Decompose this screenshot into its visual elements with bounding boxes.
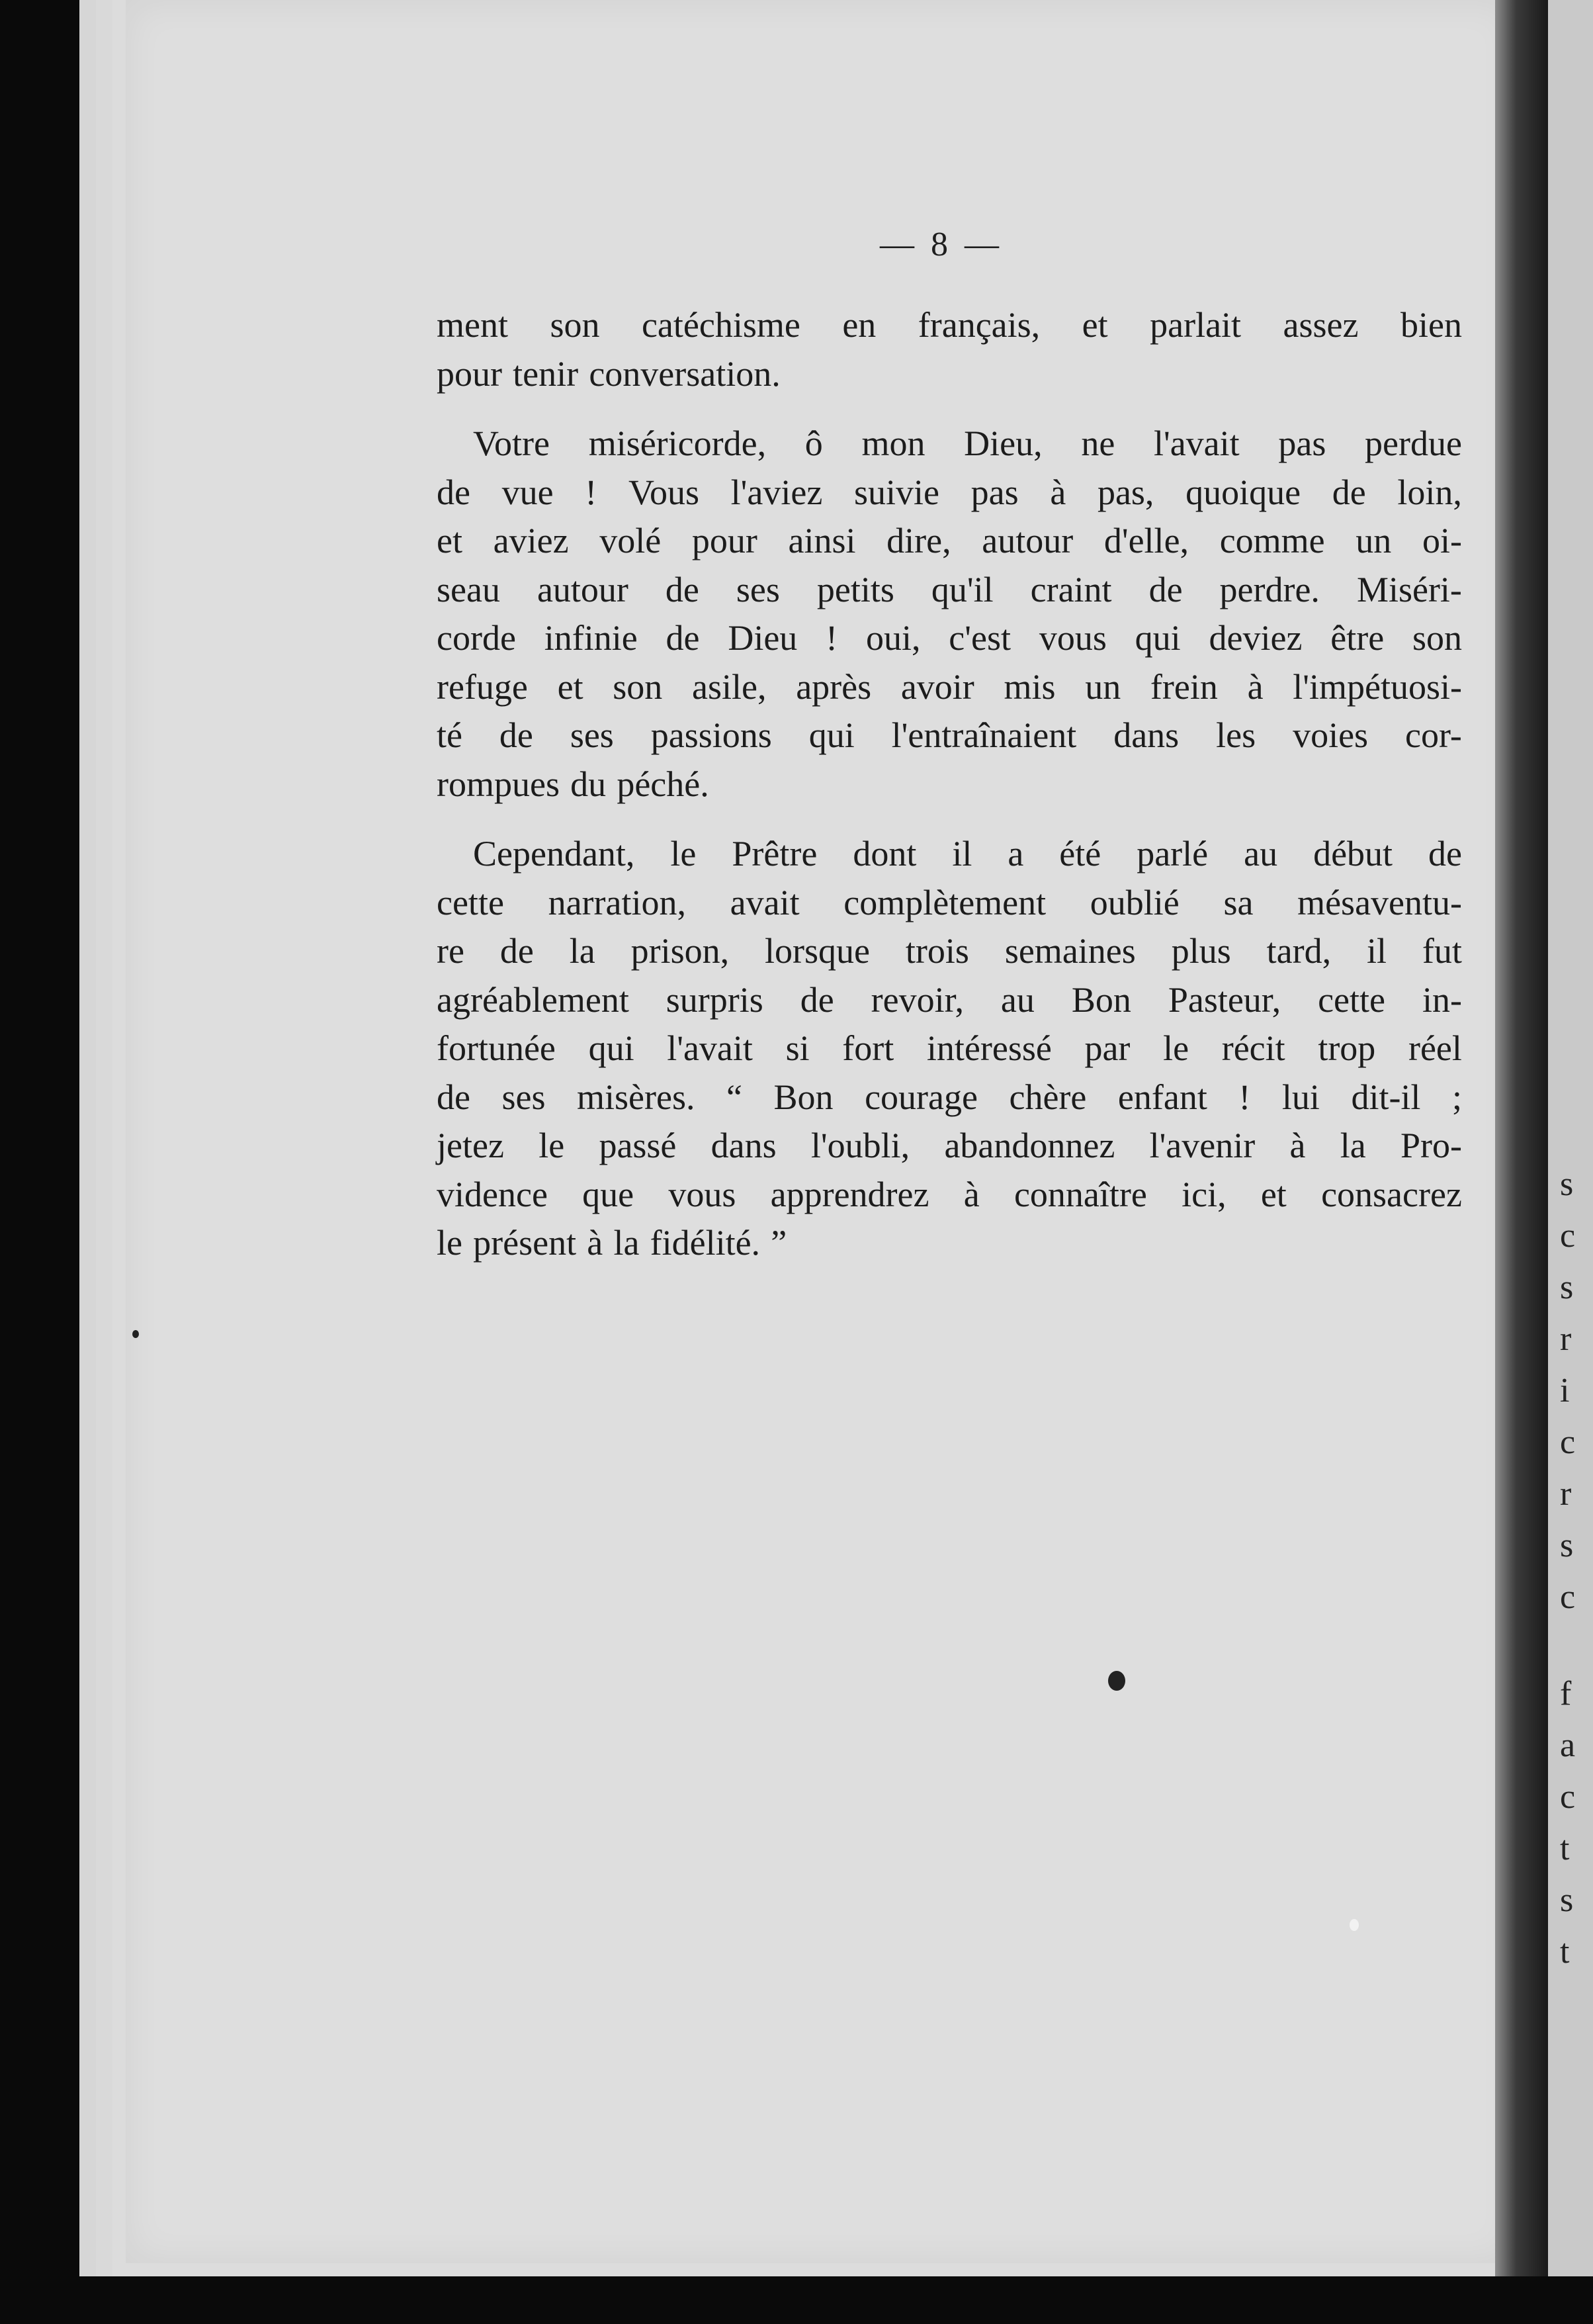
word: complètement	[843, 882, 1047, 922]
word: il	[1366, 931, 1387, 971]
word: chère	[1009, 1077, 1087, 1117]
word: suivie	[853, 472, 939, 512]
word: l'avait	[667, 1028, 753, 1068]
word: Cependant,	[473, 834, 635, 873]
word: agréablement	[437, 979, 629, 1020]
word: l'avenir	[1149, 1126, 1256, 1165]
word: rompues	[437, 764, 560, 804]
facing-page-letter: s	[1560, 1269, 1574, 1306]
facing-page-letter: c	[1560, 1778, 1576, 1816]
word: qui	[588, 1028, 634, 1068]
word: courage	[865, 1077, 978, 1117]
word: le	[670, 834, 697, 873]
word: ses	[570, 715, 614, 755]
ink-speck	[132, 1330, 139, 1338]
facing-page-letter: c	[1560, 1423, 1576, 1461]
word: la	[569, 931, 595, 971]
word: loin,	[1397, 472, 1462, 512]
word: ses	[736, 569, 780, 609]
word: a	[1008, 834, 1024, 873]
word: quoique	[1185, 472, 1301, 512]
word: narration,	[548, 882, 686, 922]
word: l'oubli,	[810, 1126, 910, 1165]
word: dont	[853, 834, 917, 873]
word: seau	[437, 569, 500, 609]
word: français,	[918, 305, 1041, 345]
word: réel	[1408, 1028, 1462, 1068]
text-line	[437, 1122, 1462, 1171]
paragraph	[437, 301, 1462, 398]
word: corde	[437, 618, 516, 658]
word: être	[1330, 618, 1385, 658]
word: de	[800, 979, 834, 1020]
word: l'aviez	[730, 472, 823, 512]
text-line	[437, 614, 1462, 663]
word: de	[1428, 834, 1462, 873]
paragraph	[437, 420, 1462, 809]
word: le	[437, 1223, 462, 1263]
word: Prêtre	[732, 834, 818, 873]
body-text	[437, 301, 1462, 1268]
word: il	[952, 834, 972, 873]
word: avait	[730, 882, 800, 922]
word: pas,	[1097, 472, 1154, 512]
facing-page-letter: c	[1560, 1578, 1576, 1616]
text-line	[437, 976, 1462, 1025]
word: les	[1216, 715, 1256, 755]
word: ainsi	[788, 521, 856, 560]
word: du	[570, 764, 607, 804]
word: “	[726, 1077, 742, 1117]
word: tard,	[1266, 931, 1332, 971]
word: surpris	[666, 979, 763, 1020]
word: fortunée	[437, 1028, 556, 1068]
word: autour	[982, 521, 1074, 560]
word: de	[666, 618, 700, 658]
word: au	[1244, 834, 1278, 873]
word: ses	[501, 1077, 546, 1117]
word: fort	[842, 1028, 894, 1068]
word: pour	[437, 353, 502, 394]
word: ;	[1451, 1077, 1462, 1117]
facing-page-letter: s	[1560, 1527, 1574, 1564]
word: pas	[1278, 424, 1326, 463]
word: son	[550, 305, 600, 345]
word: l'impétuosi-	[1293, 666, 1462, 707]
word: Bon	[773, 1077, 834, 1117]
facing-page-edge	[1548, 0, 1593, 2324]
word: enfant	[1117, 1077, 1207, 1117]
word: mésaventu-	[1297, 882, 1462, 922]
word: refuge	[437, 666, 528, 707]
facing-page-letter: t	[1560, 1830, 1570, 1867]
word: in-	[1422, 979, 1462, 1020]
word: ment	[437, 305, 508, 345]
word: son	[613, 666, 663, 707]
word: son	[1412, 618, 1462, 658]
word: sa	[1223, 882, 1254, 922]
text-line	[437, 879, 1462, 928]
word: de	[499, 931, 534, 971]
word: dans	[1113, 715, 1180, 755]
word: fut	[1422, 931, 1462, 971]
word: vidence	[437, 1174, 548, 1214]
word: à	[963, 1174, 980, 1214]
word: cette	[437, 882, 504, 922]
word: qui	[808, 715, 855, 755]
word: assez	[1283, 305, 1359, 345]
word: Bon	[1071, 979, 1131, 1020]
word: trop	[1318, 1028, 1376, 1068]
word: présent	[473, 1223, 577, 1263]
word: abandonnez	[944, 1126, 1115, 1165]
word: en	[842, 305, 877, 345]
word: vous	[668, 1174, 736, 1214]
word: fidélité.	[650, 1223, 761, 1263]
word: au	[1000, 979, 1035, 1020]
word: récit	[1221, 1028, 1285, 1068]
word: semaines	[1004, 931, 1136, 971]
word: petits	[816, 569, 894, 609]
word: la	[613, 1223, 640, 1263]
word: Dieu,	[964, 424, 1043, 463]
word: et	[437, 521, 462, 560]
word: avoir	[900, 666, 974, 707]
word: l'entraînaient	[891, 715, 1077, 755]
word: re	[437, 931, 464, 971]
word: de	[437, 472, 470, 512]
word: parlait	[1150, 305, 1242, 345]
word: début	[1313, 834, 1393, 873]
scan-bottom-border	[0, 2276, 1593, 2324]
word: Pro-	[1400, 1126, 1462, 1165]
word: !	[1238, 1077, 1251, 1117]
word: prison,	[630, 931, 730, 971]
facing-page-letter: c	[1560, 1217, 1576, 1255]
word: et	[557, 666, 583, 707]
word: conversation.	[589, 353, 781, 394]
word: été	[1059, 834, 1101, 873]
word: à	[1247, 666, 1264, 707]
word: trois	[905, 931, 969, 971]
word: Pasteur,	[1168, 979, 1281, 1020]
word: té	[437, 715, 462, 755]
word: passions	[650, 715, 772, 755]
facing-page-letter: t	[1560, 1933, 1570, 1971]
word: catéchisme	[641, 305, 800, 345]
word: Votre	[473, 424, 550, 463]
word: oi-	[1422, 521, 1462, 560]
text-line	[437, 350, 1462, 399]
word: d'elle,	[1103, 521, 1189, 560]
word: ”	[771, 1223, 787, 1263]
facing-page-letter: a	[1560, 1726, 1576, 1764]
word: frein	[1150, 666, 1218, 707]
word: apprendrez	[770, 1174, 929, 1214]
word: Miséri-	[1356, 569, 1462, 609]
word: de	[437, 1077, 470, 1117]
word: de	[1148, 569, 1183, 609]
text-line	[437, 1024, 1462, 1073]
word: péché.	[617, 764, 709, 804]
facing-page-letter: r	[1560, 1320, 1572, 1358]
text-line	[437, 1073, 1462, 1122]
word: plus	[1171, 931, 1231, 971]
word: miséricorde,	[588, 424, 767, 463]
word: dire,	[886, 521, 951, 560]
ink-speck	[1350, 1919, 1359, 1931]
word: asile,	[692, 666, 767, 707]
word: ne	[1081, 424, 1115, 463]
word: mon	[861, 424, 926, 463]
word: à	[1050, 472, 1066, 512]
facing-page-letter: f	[1560, 1675, 1572, 1713]
text-line	[437, 830, 1462, 879]
word: vue	[501, 472, 554, 512]
word: un	[1356, 521, 1392, 560]
word: à	[587, 1223, 603, 1263]
word: de	[1332, 472, 1366, 512]
word: deviez	[1209, 618, 1303, 658]
word: vous	[1039, 618, 1107, 658]
word: qui	[1135, 618, 1181, 658]
facing-page-letter: r	[1560, 1475, 1572, 1513]
word: à	[1289, 1126, 1306, 1165]
word: intéressé	[926, 1028, 1052, 1068]
word: tenir	[513, 353, 579, 394]
text-line	[437, 469, 1462, 517]
facing-page-letter: s	[1560, 1881, 1574, 1919]
word: volé	[599, 521, 662, 560]
text-line	[437, 301, 1462, 350]
word: l'avait	[1153, 424, 1240, 463]
word: bien	[1400, 305, 1462, 345]
word: lorsque	[765, 931, 870, 971]
text-line	[437, 566, 1462, 615]
word: !	[826, 618, 838, 658]
text-line	[437, 1219, 1462, 1268]
word: oublié	[1090, 882, 1180, 922]
word: craint	[1030, 569, 1112, 609]
word: un	[1085, 666, 1121, 707]
word: oui,	[865, 618, 921, 658]
word: ô	[804, 424, 823, 463]
paragraph	[437, 830, 1462, 1268]
word: infinie	[544, 618, 638, 658]
facing-page-letter: s	[1560, 1165, 1574, 1203]
word: misères.	[577, 1077, 695, 1117]
word: voies	[1293, 715, 1369, 755]
word: et	[1260, 1174, 1287, 1214]
word: autour	[537, 569, 628, 609]
text-line	[437, 711, 1462, 760]
word: Vous	[628, 472, 699, 512]
word: de	[499, 715, 533, 755]
text-line	[437, 1171, 1462, 1220]
word: ici,	[1182, 1174, 1227, 1214]
text-line	[437, 420, 1462, 469]
word: cette	[1318, 979, 1385, 1020]
word: connaître	[1013, 1174, 1147, 1214]
word: dans	[710, 1126, 777, 1165]
word: consacrez	[1321, 1174, 1462, 1214]
word: perdue	[1365, 424, 1462, 463]
word: la	[1340, 1126, 1366, 1165]
word: cor-	[1405, 715, 1462, 755]
word: jetez	[437, 1126, 504, 1165]
word: mis	[1004, 666, 1056, 707]
word: passé	[599, 1126, 677, 1165]
word: le	[1163, 1028, 1189, 1068]
page-number: — 8 —	[880, 226, 1003, 263]
text-line	[437, 663, 1462, 712]
word: pour	[691, 521, 757, 560]
word: après	[796, 666, 872, 707]
paragraph-gap	[437, 398, 1462, 420]
text-line	[437, 927, 1462, 976]
word: de	[665, 569, 699, 609]
word: par	[1084, 1028, 1131, 1068]
word: le	[538, 1126, 565, 1165]
word: pas	[970, 472, 1019, 512]
word: Dieu	[728, 618, 798, 658]
ink-speck	[1108, 1671, 1125, 1691]
book-spine-shadow	[1495, 0, 1548, 2324]
word: et	[1082, 305, 1108, 345]
facing-page-letter: i	[1560, 1372, 1570, 1409]
text-line	[437, 760, 1462, 809]
word: revoir,	[871, 979, 964, 1020]
word: que	[582, 1174, 634, 1214]
word: si	[785, 1028, 810, 1068]
word: dit-il	[1351, 1077, 1421, 1117]
word: lui	[1281, 1077, 1320, 1117]
paragraph-gap	[437, 809, 1462, 830]
word: parlé	[1137, 834, 1209, 873]
word: aviez	[493, 521, 569, 560]
word: c'est	[949, 618, 1011, 658]
word: qu'il	[931, 569, 994, 609]
word: !	[585, 472, 597, 512]
word: perdre.	[1219, 569, 1320, 609]
word: comme	[1219, 521, 1325, 560]
text-line	[437, 517, 1462, 566]
